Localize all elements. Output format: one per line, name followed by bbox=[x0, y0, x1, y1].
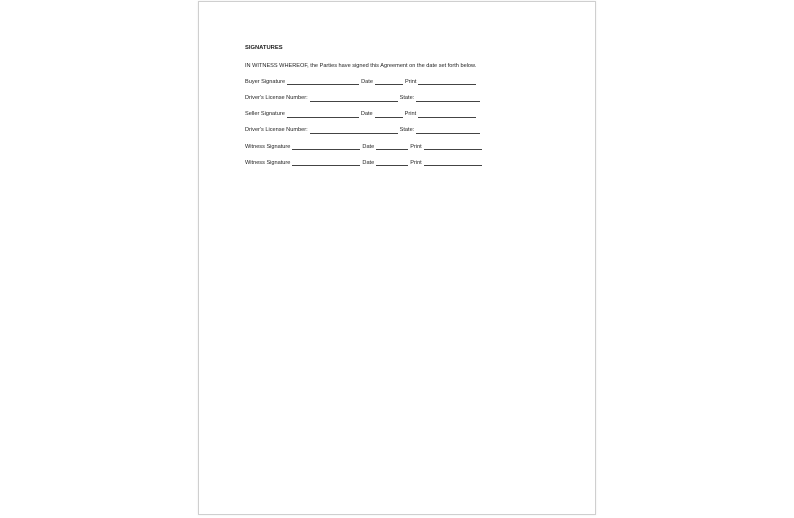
witness-1-signature-row bbox=[245, 144, 565, 150]
witness-2-date-line[interactable] bbox=[376, 160, 408, 166]
witness-2-print-line[interactable] bbox=[424, 160, 482, 166]
witness-2-date-label: Date bbox=[362, 159, 375, 166]
seller-license-row bbox=[245, 128, 565, 134]
buyer-signature-line[interactable] bbox=[287, 79, 359, 85]
witness-1-print-line[interactable] bbox=[424, 144, 482, 150]
seller-date-label: Date bbox=[360, 111, 373, 118]
buyer-license-label: Driver's License Number: bbox=[245, 94, 308, 101]
witness-2-signature-label: Witness Signature bbox=[245, 159, 291, 166]
buyer-date-line[interactable] bbox=[375, 79, 403, 85]
buyer-print-line[interactable] bbox=[418, 79, 476, 85]
witness-1-date-line[interactable] bbox=[376, 144, 408, 150]
page-content bbox=[245, 46, 565, 177]
seller-license-label: Driver's License Number: bbox=[245, 127, 308, 134]
witness-1-signature-line[interactable] bbox=[292, 144, 360, 150]
seller-state-label: State: bbox=[399, 127, 415, 134]
buyer-date-label: Date bbox=[361, 78, 373, 85]
witness-1-date-label: Date bbox=[362, 143, 375, 150]
intro-paragraph: IN WITNESS WHEREOF, the Parties have signed this Agreement on the date set forth below. bbox=[245, 62, 477, 69]
witness-2-signature-line[interactable] bbox=[292, 160, 360, 166]
seller-state-line[interactable] bbox=[416, 128, 480, 134]
buyer-license-line[interactable] bbox=[310, 96, 398, 102]
witness-2-print-label: Print bbox=[410, 159, 422, 166]
seller-print-label: Print bbox=[404, 111, 417, 118]
witness-1-print-label: Print bbox=[410, 143, 422, 150]
seller-signature-line[interactable] bbox=[287, 112, 359, 118]
witness-1-signature-label: Witness Signature bbox=[245, 143, 291, 150]
buyer-signature-label: Buyer Signature bbox=[245, 78, 286, 85]
seller-date-line[interactable] bbox=[375, 112, 403, 118]
buyer-print-label: Print bbox=[404, 78, 417, 85]
seller-license-line[interactable] bbox=[310, 128, 398, 134]
section-heading: SIGNATURES bbox=[245, 45, 283, 51]
buyer-state-line[interactable] bbox=[416, 96, 480, 102]
buyer-signature-row bbox=[245, 79, 565, 85]
seller-signature-row bbox=[245, 112, 565, 118]
seller-print-line[interactable] bbox=[418, 112, 476, 118]
witness-2-signature-row bbox=[245, 160, 565, 166]
buyer-license-row bbox=[245, 96, 565, 102]
seller-signature-label: Seller Signature bbox=[245, 111, 285, 118]
buyer-state-label: State: bbox=[399, 94, 415, 101]
document-page bbox=[198, 1, 596, 515]
